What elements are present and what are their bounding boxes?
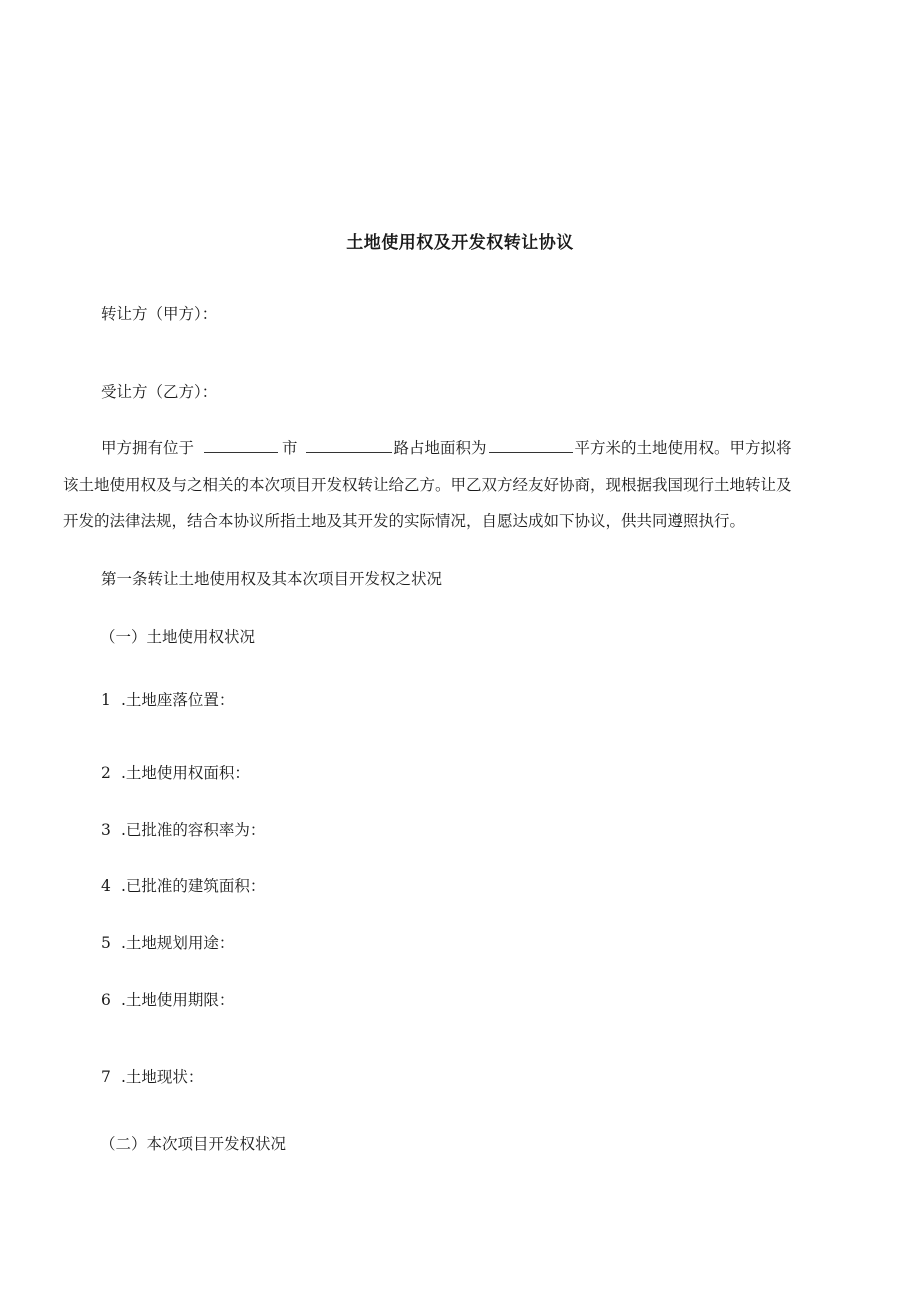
- intro-text-located: 甲方拥有位于: [101, 439, 195, 457]
- list-item: [101, 933, 234, 953]
- intro-line-2: 该土地使用权及与之相关的本次项目开发权转让给乙方。甲乙双方经友好协商，现根据我国现行土地转让及: [63, 476, 792, 494]
- section-2-heading: （二）本次项目开发权状况: [100, 1135, 287, 1153]
- list-item-text: .已批准的建筑面积：: [121, 877, 266, 895]
- road-blank: [306, 438, 392, 453]
- section-1-heading: （一）土地使用权状况: [100, 628, 256, 646]
- list-item-text: .土地使用权面积：: [121, 764, 250, 782]
- city-blank: [204, 438, 278, 453]
- transferee-label: 受让方（乙方）：: [101, 383, 218, 401]
- list-item-number: 1: [101, 691, 111, 709]
- list-item: [101, 1067, 203, 1087]
- area-blank: [489, 438, 573, 453]
- list-item-number: 3: [101, 821, 111, 839]
- list-item: [101, 876, 265, 896]
- list-item-number: 2: [101, 764, 111, 782]
- document-title: 土地使用权及开发权转让协议: [346, 233, 574, 253]
- list-item-text: .土地规划用途：: [121, 934, 235, 952]
- transferor-label: 转让方（甲方）：: [101, 305, 218, 323]
- list-item-text: .土地使用期限：: [121, 991, 235, 1009]
- list-item-text: .土地现状：: [121, 1068, 204, 1086]
- list-item-number: 7: [101, 1068, 111, 1086]
- intro-text-area: 路占地面积为: [393, 439, 487, 457]
- list-item: [101, 820, 265, 840]
- list-item-number: 4: [101, 877, 111, 895]
- list-item-text: .土地座落位置：: [121, 691, 235, 709]
- list-item: [101, 690, 234, 710]
- list-item-text: .已批准的容积率为：: [121, 821, 266, 839]
- list-item-number: 6: [101, 991, 111, 1009]
- list-item: [101, 990, 234, 1010]
- intro-text-sqm: 平方米的土地使用权。甲方拟将: [574, 439, 792, 457]
- article-1-heading: 第一条转让土地使用权及其本次项目开发权之状况: [101, 570, 443, 588]
- intro-text-city: 市: [282, 439, 298, 457]
- list-item-number: 5: [101, 934, 111, 952]
- intro-line-3: 开发的法律法规，结合本协议所指土地及其开发的实际情况，自愿达成如下协议，供共同遵照执行。: [63, 512, 746, 530]
- intro-line-1: [101, 438, 792, 458]
- list-item: [101, 763, 250, 783]
